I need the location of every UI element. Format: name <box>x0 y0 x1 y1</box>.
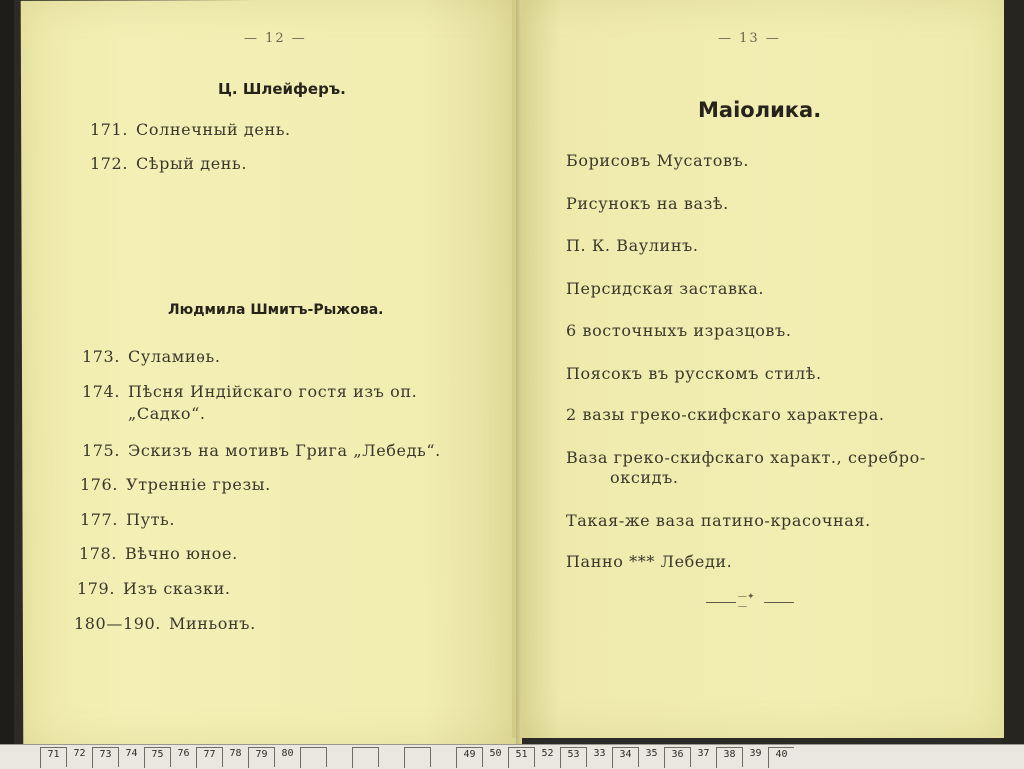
ruler-number: 34 <box>612 747 638 768</box>
entry-title: Сѣрый день. <box>136 154 248 173</box>
ruler-number: 37 <box>690 747 716 767</box>
ruler-number: 38 <box>716 747 742 768</box>
ruler-number: 78 <box>222 747 248 767</box>
entry-title: Пѣсня Индійскаго гостя изъ оп. <box>128 382 418 401</box>
ruler-number: 51 <box>508 747 534 768</box>
entry-title-continuation: „Садко“. <box>128 404 206 423</box>
ruler-number <box>404 747 430 768</box>
entry-number: 173. <box>82 347 121 366</box>
catalog-entry: Персидская заставка. <box>566 279 765 298</box>
ruler-number <box>430 747 456 767</box>
catalog-entry <box>77 579 231 598</box>
ruler-number <box>300 747 326 768</box>
catalog-entry: Рисунокъ на вазѣ. <box>566 194 729 213</box>
catalog-entry <box>80 475 271 494</box>
catalog-entry: Борисовъ Мусатовъ. <box>566 151 750 170</box>
ruler-number: 75 <box>144 747 170 768</box>
ruler-number: 74 <box>118 747 144 767</box>
background-right <box>1002 0 1024 768</box>
entry-number: 178. <box>79 544 118 563</box>
page-number-left: — 12 — <box>244 31 307 46</box>
ruler-number <box>326 747 352 767</box>
entry-number: 174. <box>82 382 121 401</box>
book-gutter <box>516 0 522 748</box>
ruler-number: 72 <box>66 747 92 767</box>
catalog-entry <box>80 510 175 529</box>
entry-number: 176. <box>80 475 119 494</box>
section-heading-maiolika: Маіолика. <box>698 98 822 122</box>
ruler-number: 39 <box>742 747 768 767</box>
catalog-entry: Поясокъ въ русскомъ стилѣ. <box>566 364 822 383</box>
measuring-ruler <box>0 744 1024 769</box>
ruler-number: 79 <box>248 747 274 768</box>
catalog-entry <box>90 154 247 173</box>
entry-title: Утренніе грезы. <box>126 475 271 494</box>
entry-title: Суламиѳь. <box>128 347 221 366</box>
catalog-entry: 6 восточныхъ изразцовъ. <box>566 321 792 340</box>
entry-title: Миньонъ. <box>168 614 256 633</box>
entry-number: 172. <box>90 154 129 173</box>
page-number-right: — 13 — <box>718 31 781 46</box>
ruler-number: 77 <box>196 747 222 768</box>
ruler-scale <box>40 747 794 769</box>
catalog-entry <box>82 441 441 460</box>
left-page <box>21 0 522 749</box>
entry-number: 180—190. <box>74 614 161 633</box>
section-heading-shmit-ryzhova: Людмила Шмитъ-Рыжова. <box>168 302 384 318</box>
entry-title-continuation: оксидъ. <box>610 468 679 487</box>
entry-title: Солнечный день. <box>136 120 291 139</box>
ruler-number: 80 <box>274 747 300 767</box>
entry-number: 177. <box>80 510 119 529</box>
ruler-number: 53 <box>560 747 586 768</box>
ruler-number: 35 <box>638 747 664 767</box>
ruler-number: 73 <box>92 747 118 768</box>
catalog-entry <box>79 544 238 563</box>
background-left <box>0 0 14 768</box>
catalog-entry: 2 вазы греко-скифскаго характера. <box>566 405 885 424</box>
catalog-entry: Такая-же ваза патино-красочная. <box>566 511 871 530</box>
catalog-entry: П. К. Ваулинъ. <box>566 236 699 255</box>
ruler-number: 40 <box>768 747 794 768</box>
ruler-number: 33 <box>586 747 612 767</box>
ruler-number: 52 <box>534 747 560 767</box>
ornament-divider: —✦— <box>706 598 794 606</box>
ruler-number: 76 <box>170 747 196 767</box>
ruler-number: 49 <box>456 747 482 768</box>
entry-number: 179. <box>77 579 116 598</box>
catalog-entry <box>82 382 417 401</box>
catalog-entry <box>82 347 221 366</box>
entry-title: Путь. <box>126 510 176 529</box>
entry-title: Изъ сказки. <box>123 579 231 598</box>
catalog-entry <box>74 614 256 633</box>
entry-title: Эскизъ на мотивъ Грига „Лебедь“. <box>128 441 441 460</box>
entry-number: 175. <box>82 441 121 460</box>
ruler-number <box>352 747 378 768</box>
section-heading-shleifer: Ц. Шлейферъ. <box>218 80 346 98</box>
catalog-entry: Ваза греко-скифскаго характ., серебро- <box>566 448 926 467</box>
ruler-number: 50 <box>482 747 508 767</box>
catalog-entry <box>90 120 291 139</box>
entry-number: 171. <box>90 120 129 139</box>
catalog-entry: Панно *** Лебеди. <box>566 552 733 571</box>
entry-title: Вѣчно юное. <box>125 544 238 563</box>
ruler-number <box>378 747 404 767</box>
ruler-number: 71 <box>40 747 66 768</box>
ruler-number: 36 <box>664 747 690 768</box>
